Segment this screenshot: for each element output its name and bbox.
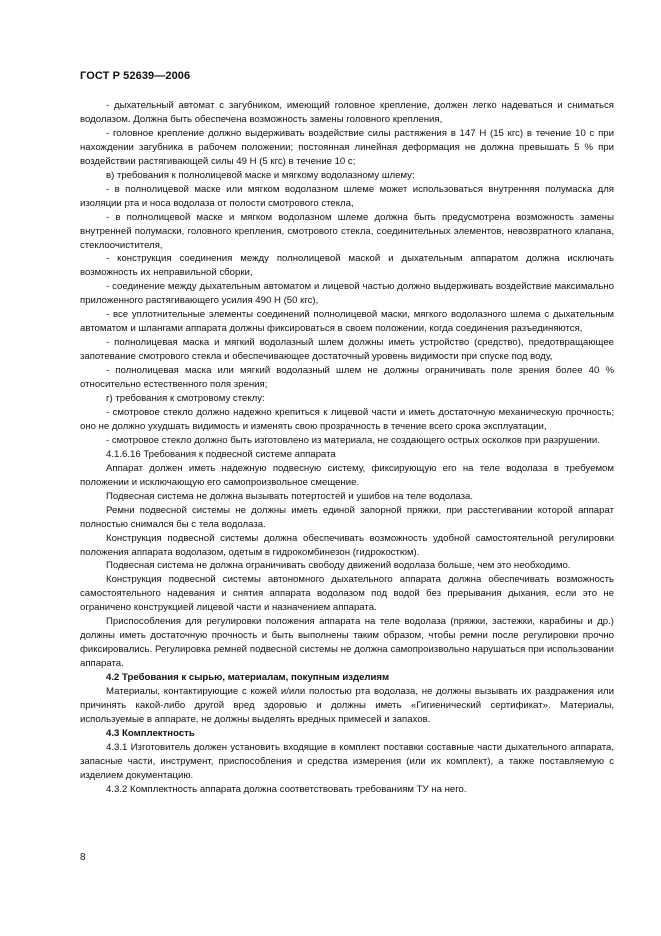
- document-body: [80, 99, 614, 797]
- paragraph: - полнолицевая маска или мягкий водолазный шлем не должны ограничивать поле зрения более 40 % относительно естественного поля зрения;: [80, 365, 614, 391]
- document-header: ГОСТ Р 52639—2006: [80, 70, 191, 82]
- page-number: 8: [80, 852, 86, 863]
- paragraph: 4.3.2 Комплектность аппарата должна соответствовать требованиям ТУ на него.: [106, 783, 467, 795]
- paragraph: Конструкция подвесной системы автономного дыхательного аппарата должна обеспечивать возможность самостоятельного надевания и снятия аппарата водолазом под водой без прерывания дыхания, если это не ограничено конструкцией лицевой части и назначением аппарата.: [80, 574, 614, 614]
- paragraph: - все уплотнительные элементы соединений полнолицевой маски, мягкого водолазного шлема с дыхательным автоматом и шлангами аппарата должны фиксироваться в своем положении, когда соединения разъединяются,: [80, 309, 614, 335]
- subsection-heading: 4.1.6.16 Требования к подвесной системе аппарата: [106, 448, 336, 460]
- paragraph: Ремни подвесной системы не должны иметь единой запорной пряжки, при расстегивании которой аппарат полностью снимался бы с тела водолаза.: [80, 504, 614, 530]
- paragraph: - дыхательный автомат с загубником, имеющий головное крепление, должен легко надеваться и сниматься водолазом. Должна быть обеспечена возможность замены головного крепления,: [80, 100, 614, 125]
- paragraph: - соединение между дыхательным автоматом и лицевой частью должно выдерживать воздействие максимально приложенного растягивающего усилия 490 Н (50 кгс),: [80, 281, 614, 307]
- paragraph: - смотровое стекло должно быть изготовлено из материала, не создающего острых осколков при разрушении.: [106, 434, 600, 446]
- paragraph: Конструкция подвесной системы должна обеспечивать возможность удобной самостоятельной регулировки положения аппарата водолазом, одетым в гидрокомбинезон (гидрокостюм).: [80, 532, 614, 558]
- paragraph: Аппарат должен иметь надежную подвесную систему, фиксирующую его на теле водолаза в требуемом положении и исключающую его самопроизвольное смещение.: [80, 462, 614, 488]
- paragraph: - смотровое стекло должно надежно крепиться к лицевой части и иметь достаточную механическую прочность; оно не должно ухудшать видимость и изменять свою прозрачность в течение всего срока эксплуатации,: [80, 406, 614, 432]
- section-heading: 4.2 Требования к сырью, материалам, покупным изделиям: [106, 672, 390, 684]
- paragraph: - полнолицевая маска и мягкий водолазный шлем должны иметь устройство (средство), предотвращающее запотевание смотрового стекла и обеспечивающее достаточный уровень видимости при спуске под воду,: [80, 337, 614, 363]
- paragraph: Подвесная система не должна ограничивать свободу движений водолаза больше, чем это необходимо.: [106, 560, 571, 572]
- paragraph: - в полнолицевой маске и мягком водолазном шлеме должна быть предусмотрена возможность замены внутренней полумаски, головного крепления, смотрового стекла, соединительных элементов, невозвратного клапана, стеклоочистителя,: [80, 211, 614, 251]
- paragraph: в) требования к полнолицевой маске и мягкому водолазному шлему:: [106, 169, 415, 181]
- paragraph: Материалы, контактирующие с кожей и/или полостью рта водолаза, не должны вызывать их раздражения или причинять какой-либо другой вред здоровью и должны иметь «Гигиенический сертификат». Материалы, используемые в аппарате, не должны выделять вредных примесей и запахов.: [80, 686, 614, 725]
- paragraph: Приспособления для регулировки положения аппарата на теле водолаза (пряжки, застежки, карабины и др.) должны иметь достаточную прочность и быть выполнены таким образом, чтобы ремни после регулировки прочно фиксировались. Регулировка ремней подвесной системы не должна самопроизвольно нарушаться при использовании аппарата.: [80, 616, 614, 670]
- paragraph: - в полнолицевой маске или мягком водолазном шлеме может использоваться внутренняя полумаска для изоляции рта и носа водолаза от полости смотрового стекла,: [80, 183, 614, 209]
- paragraph: - конструкция соединения между полнолицевой маской и дыхательным аппаратом должна исключать возможность их неправильной сборки,: [80, 253, 614, 279]
- paragraph: 4.3.1 Изготовитель должен установить входящие в комплект поставки составные части дыхательного аппарата, запасные части, инструмент, приспособления и средства измерения (или их комплект), а также поставляемую с изделием документацию.: [80, 741, 614, 781]
- paragraph: Подвесная система не должна вызывать потертостей и ушибов на теле водолаза.: [106, 490, 474, 502]
- paragraph: - головное крепление должно выдерживать воздействие силы растяжения в 147 Н (15 кгс) в течение 10 с при нахождении загубника в рабочем положении; постоянная линейная деформация не должна превышать 5 % при воздействии растягивающей силы 49 Н (5 кгс) в течение 10 с;: [80, 127, 614, 167]
- paragraph: г) требования к смотровому стеклу:: [106, 393, 265, 405]
- section-heading: 4.3 Комплектность: [106, 727, 195, 739]
